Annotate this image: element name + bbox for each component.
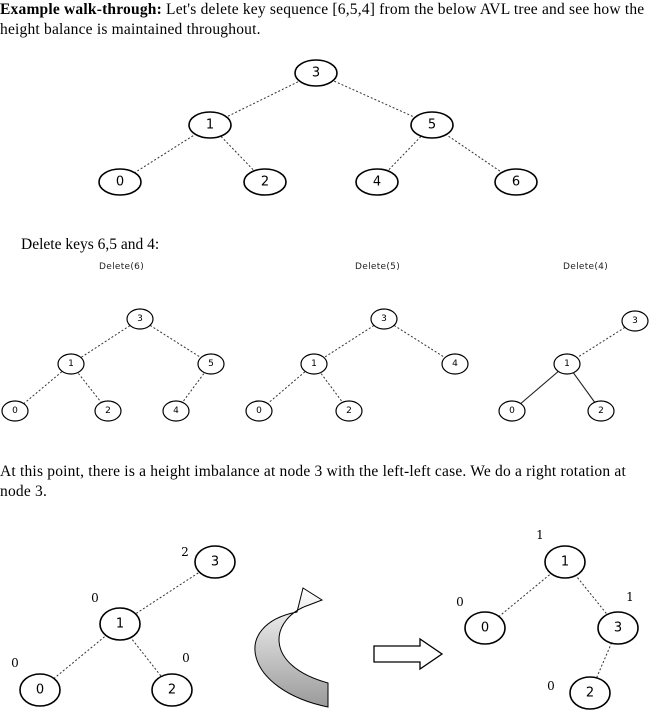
node-label: 1 <box>311 359 317 369</box>
node-label: 1 <box>205 117 215 133</box>
tree-node <box>198 354 224 374</box>
tree-node <box>295 60 337 86</box>
tree-node <box>244 169 286 195</box>
tree-node <box>622 311 648 331</box>
tree-node <box>495 169 537 195</box>
tree-before-rotation <box>11 545 235 706</box>
node-label: 0 <box>12 406 18 416</box>
node-label: 4 <box>173 406 179 416</box>
node-label: 2 <box>598 406 604 416</box>
tree-node <box>2 401 28 421</box>
tree-node <box>371 309 397 329</box>
node-label: 3 <box>137 314 143 324</box>
tree-node <box>598 612 638 644</box>
tree-after-delete-6 <box>2 309 224 421</box>
tree-node <box>58 354 84 374</box>
caption-delete-4: Delete(4) <box>563 262 609 272</box>
tree-node <box>588 401 614 421</box>
node-label: 3 <box>632 316 638 326</box>
node-label: 2 <box>346 406 352 416</box>
tree-node <box>465 612 505 644</box>
edge <box>384 319 455 364</box>
node-label: 2 <box>105 406 111 416</box>
edge <box>140 319 211 364</box>
height-label: 1 <box>536 528 544 542</box>
initial-tree <box>99 60 537 195</box>
imbalance-paragraph: At this point, there is a height imbalance at node 3 with the left-left case. We do a right rotation at node 3. <box>0 463 626 500</box>
node-label: 1 <box>560 554 570 570</box>
height-label: 0 <box>182 651 190 665</box>
tree-node <box>301 354 327 374</box>
height-label: 0 <box>11 656 19 670</box>
height-label: 0 <box>547 679 555 693</box>
delete-keys-heading: Delete keys 6,5 and 4: <box>21 236 160 253</box>
height-label: 0 <box>91 591 99 605</box>
tree-node <box>99 169 141 195</box>
tree-node <box>570 677 610 709</box>
height-label: 1 <box>626 590 634 604</box>
node-label: 0 <box>115 174 125 190</box>
tree-after-delete-4 <box>499 311 648 421</box>
tree-node <box>411 112 453 138</box>
tree-node <box>246 401 272 421</box>
node-label: 0 <box>256 406 262 416</box>
tree-node <box>152 674 192 706</box>
tree-node <box>189 112 231 138</box>
tree-node <box>356 169 398 195</box>
node-label: 1 <box>115 616 125 632</box>
node-label: 2 <box>585 685 595 701</box>
caption-delete-6: Delete(6) <box>99 262 145 272</box>
right-arrow-icon <box>374 639 442 669</box>
tree-node <box>95 401 121 421</box>
node-label: 3 <box>381 314 387 324</box>
node-label: 4 <box>372 174 382 190</box>
rotation-arrow-icon <box>255 588 328 707</box>
tree-node <box>163 401 189 421</box>
tree-node <box>545 546 585 578</box>
node-label: 6 <box>511 174 521 190</box>
node-label: 5 <box>208 359 214 369</box>
tree-node <box>195 546 235 578</box>
caption-delete-5: Delete(5) <box>355 262 401 272</box>
node-label: 4 <box>452 359 458 369</box>
node-label: 0 <box>480 620 490 636</box>
node-label: 1 <box>68 359 74 369</box>
tree-node <box>442 354 468 374</box>
tree-node <box>127 309 153 329</box>
node-label: 1 <box>564 359 570 369</box>
node-label: 2 <box>167 682 177 698</box>
intro-text: Let's delete key sequence [6,5,4] from the below AVL tree and see how the height balance is maintained throughout. <box>0 1 645 38</box>
intro-bold: Example walk-through: <box>0 1 162 18</box>
node-label: 0 <box>509 406 515 416</box>
tree-node <box>499 401 525 421</box>
tree-after-rotation <box>456 528 638 709</box>
height-label: 2 <box>181 545 189 559</box>
node-label: 3 <box>311 65 321 81</box>
node-label: 5 <box>427 117 437 133</box>
node-label: 2 <box>260 174 270 190</box>
tree-after-delete-5 <box>246 309 468 421</box>
tree-node <box>336 401 362 421</box>
node-label: 3 <box>210 554 220 570</box>
node-label: 0 <box>35 682 45 698</box>
tree-node <box>20 674 60 706</box>
tree-node <box>100 608 140 640</box>
height-label: 0 <box>456 595 464 609</box>
node-label: 3 <box>613 620 623 636</box>
tree-node <box>554 354 580 374</box>
